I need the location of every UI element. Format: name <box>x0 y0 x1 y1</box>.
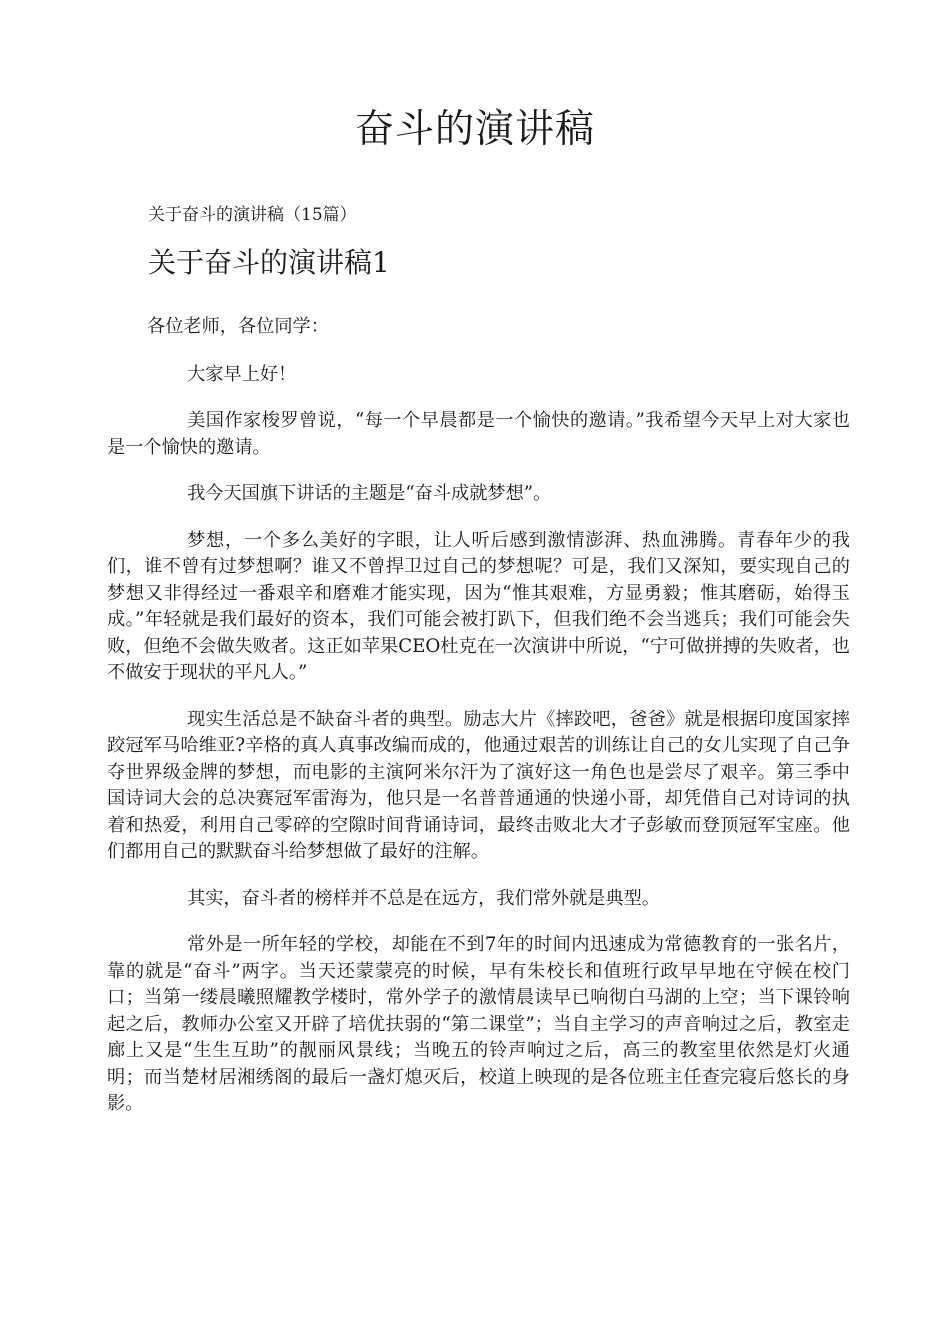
body-paragraph: 常外是一所年轻的学校，却能在不到7年的时间内迅速成为常德教育的一张名片，靠的就是“奋斗”两字。当天还蒙蒙亮的时候，早有朱校长和值班行政早早地在守候在校门口；当第一缕晨曦照耀教学楼时，常外学子的激情晨读早已响彻白马湖的上空；当下课铃响起之后，教师办公室又开辟了培优扶弱的“第二课堂”；当自主学习的声音响过之后，教室走廊上又是“生生互助”的靓丽风景线；当晚五的铃声响过之后，高三的教室里依然是灯火通明；而当楚材居湘绣阁的最后一盏灯熄灭后，校道上映现的是各位班主任查完寝后悠长的身影。 <box>107 934 850 1114</box>
body-paragraph: 梦想，一个多么美好的字眼，让人听后感到激情澎湃、热血沸腾。青春年少的我们，谁不曾有过梦想啊？谁又不曾捍卫过自己的梦想呢？可是，我们又深知，要实现自己的梦想又非得经过一番艰辛和磨难才能实现，因为“惟其艰难，方显勇毅；惟其磨砺，始得玉成。”年轻就是我们最好的资本，我们可能会被打趴下，但我们绝不会当逃兵；我们可能会失败，但绝不会做失败者。这正如苹果CEO杜克在一次演讲中所说，“宁可做拼搏的失败者，也不做安于现状的平凡人。” <box>107 529 850 683</box>
body-paragraph: 其实，奋斗者的榜样并不总是在远方，我们常外就是典型。 <box>187 887 660 909</box>
body-paragraph: 现实生活总是不缺奋斗者的典型。励志大片《摔跤吧，爸爸》就是根据印度国家摔跤冠军马哈维亚?辛格的真人真事改编而成的，他通过艰苦的训练让自己的女儿实现了自己争夺世界级金牌的梦想，而电影的主演阿米尔汗为了演好这一角色也是尝尽了艰辛。第三季中国诗词大会的总决赛冠军雷海为，他只是一名普普通通的快递小哥，却凭借自己对诗词的执着和热爱，利用自己零碎的空隙时间背诵诗词，最终击败北大才子彭敏而登顶冠军宝座。他们都用自己的默默奋斗给梦想做了最好的注解。 <box>107 708 850 862</box>
salutation-paragraph: 各位老师，各位同学： <box>147 316 329 337</box>
document-title: 奋斗的演讲稿 <box>354 107 595 152</box>
section-heading: 关于奋斗的演讲稿1 <box>148 246 390 279</box>
body-paragraph: 我今天国旗下讲话的主题是“奋斗成就梦想”。 <box>187 483 552 504</box>
document-body <box>107 314 850 1138</box>
greeting-paragraph: 大家早上好！ <box>187 363 297 385</box>
document-subtitle: 关于奋斗的演讲稿（15篇） <box>148 205 357 225</box>
body-paragraph: 美国作家梭罗曾说，“每一个早晨都是一个愉快的邀请。”我希望今天早上对大家也是一个愉快的邀请。 <box>107 410 850 458</box>
